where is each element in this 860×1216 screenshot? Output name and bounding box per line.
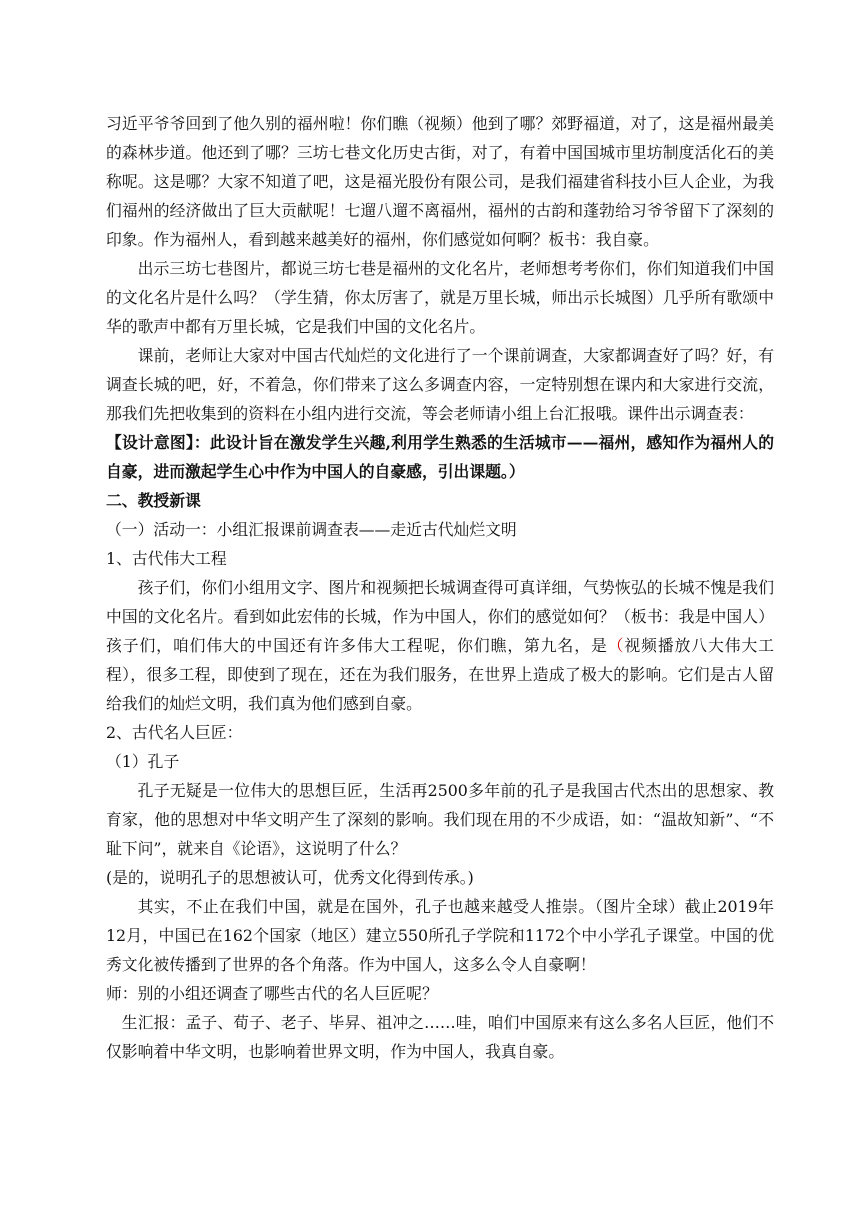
paragraph-confucius: 孔子无疑是一位伟大的思想巨匠，生活再2500多年前的孔子是我国古代杰出的思想家、教育家，他的思想对中华文明产生了深刻的影响。我们现在用的不少成语，如：“温故知新”、“不耻下问”，就来自《论语》，这说明了什么？ bbox=[106, 781, 774, 858]
section-heading: 二、教授新课 bbox=[106, 491, 201, 510]
paragraph-confucius-institutes: 其实，不止在我们中国，就是在国外，孔子也越来越受人推崇。（图片全球）截止2019年12月，中国已在162个国家（地区）建立550所孔子学院和1172个中小学孔子课堂。中国的优秀文化被传播到了世界的各个角落。作为中国人，这多么令人自豪啊！ bbox=[106, 897, 774, 974]
paragraph-great-wall-text-b: 视频播放八大伟大工程），很多工程，即使到了现在，还在为我们服务，在世界上造成了极大的影响。它们是古人留给我们的灿烂文明，我们真为他们感到自豪。 bbox=[106, 636, 774, 713]
paragraph-student-report: 生汇报：孟子、荀子、老子、毕昇、祖冲之……哇，咱们中国原来有这么多名人巨匠，他们不仅影响着中华文明，也影响着世界文明，作为中国人，我真自豪。 bbox=[106, 1013, 774, 1061]
design-intent: 【设计意图】：此设计旨在激发学生兴趣,利用学生熟悉的生活城市——福州，感知作为福州人的自豪，进而激起学生心中作为中国人的自豪感，引出课题。） bbox=[106, 433, 774, 481]
paragraph-survey: 课前，老师让大家对中国古代灿烂的文化进行了一个课前调查，大家都调查好了吗？好，有调查长城的吧，好，不着急，你们带来了这么多调查内容，一定特别想在课内和大家进行交流，那我们先把收集到的资料在小组内进行交流，等会老师请小组上台汇报哦。课件出示调查表： bbox=[106, 346, 774, 423]
subheading-great-projects: 1、古代伟大工程 bbox=[106, 549, 227, 568]
paragraph-great-wall bbox=[106, 573, 774, 718]
paragraph-great-wall-text-a: 孩子们，你们小组用文字、图片和视频把长城调查得可真详细，气势恢弘的长城不愧是我们中国的文化名片。看到如此宏伟的长城，作为中国人，你们的感觉如何？（板书：我是中国人）孩子们，咱们伟大的中国还有许多伟大工程呢，你们瞧，第九名，是 bbox=[106, 578, 774, 655]
paragraph-intro: 习近平爷爷回到了他久别的福州啦！你们瞧（视频）他到了哪？郊野福道，对了，这是福州最美的森林步道。他还到了哪？三坊七巷文化历史古街，对了，有着中国国城市里坊制度活化石的美称呢。这是哪？大家不知道了吧，这是福光股份有限公司，是我们福建省科技小巨人企业，为我们福州的经济做出了巨大贡献呢！七遛八遛不离福州，福州的古韵和蓬勃给习爷爷留下了深刻的印象。作为福州人，看到越来越美好的福州，你们感觉如何啊？板书：我自豪。 bbox=[106, 114, 774, 249]
red-paren: （ bbox=[607, 636, 625, 655]
paragraph-culture-card: 出示三坊七巷图片，都说三坊七巷是福州的文化名片，老师想考考你们，你们知道我们中国的文化名片是什么吗？（学生猜，你太厉害了，就是万里长城，师出示长城图）几乎所有歌颂中华的歌声中都有万里长城，它是我们中国的文化名片。 bbox=[106, 259, 774, 336]
document-body bbox=[106, 109, 774, 1066]
paragraph-teacher-question: 师：别的小组还调查了哪些古代的名人巨匠呢？ bbox=[106, 984, 438, 1003]
subheading-confucius: （1）孔子 bbox=[106, 752, 180, 771]
activity-heading: （一）活动一：小组汇报课前调查表——走近古代灿烂文明 bbox=[106, 520, 517, 539]
paragraph-answer: (是的，说明孔子的思想被认可，优秀文化得到传承。) bbox=[106, 868, 474, 887]
subheading-masters: 2、古代名人巨匠： bbox=[106, 723, 243, 742]
